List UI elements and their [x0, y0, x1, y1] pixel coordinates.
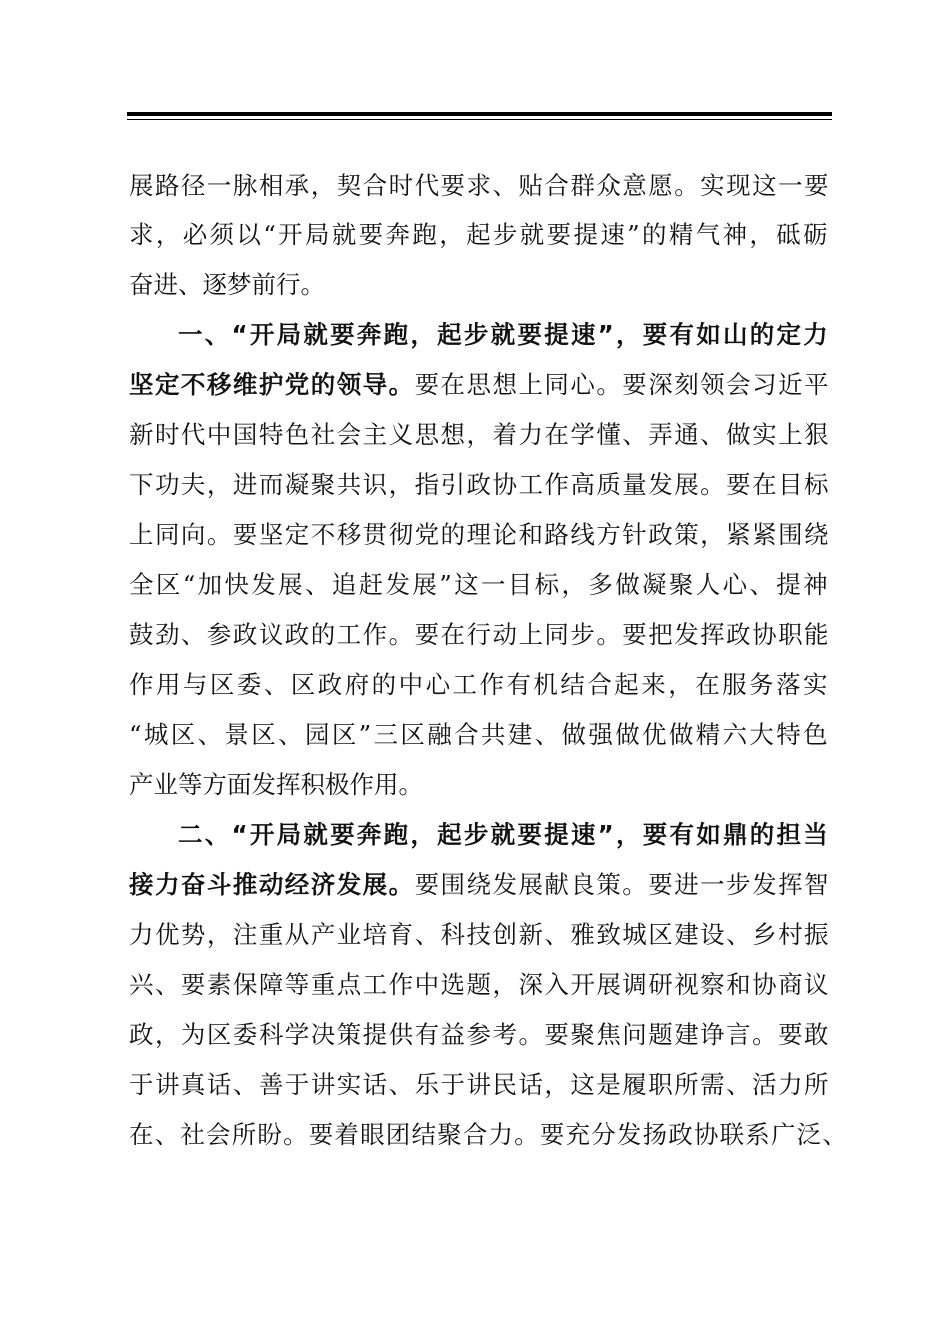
body-line-text: 要在思想上同心。要深刻领会习近平: [414, 370, 830, 399]
text-line: [129, 615, 830, 655]
header-rule-thin: [127, 119, 832, 120]
text-line: [129, 265, 950, 305]
text-line: [129, 915, 830, 955]
body-line-text: 兴、要素保障等重点工作中选题，深入开展调研视察和协商议: [129, 970, 830, 999]
body-line-text: 新时代中国特色社会主义思想，着力在学懂、弄通、做实上狠: [129, 420, 830, 449]
header-rule-thick: [127, 112, 832, 116]
text-line: [129, 166, 830, 206]
bold-heading-text: 一、“开局就要奔跑，起步就要提速”，要有如山的定力: [178, 320, 830, 349]
text-line: [129, 865, 830, 905]
text-line: [129, 415, 830, 455]
body-line-text: 在、社会所盼。要着眼团结聚合力。要充分发扬政协联系广泛、: [129, 1120, 848, 1149]
body-line-text: 求，必须以“开局就要奔跑，起步就要提速”的精气神，砥砺: [129, 220, 830, 249]
text-line: [129, 215, 830, 255]
body-line-text: 奋进、逐梦前行。: [129, 270, 325, 299]
text-line: [129, 665, 830, 705]
text-line: [129, 715, 830, 755]
text-line: [129, 1015, 830, 1055]
text-line: [129, 765, 950, 805]
text-line: [129, 515, 830, 555]
body-line-text: “城区、景区、园区”三区融合共建、做强做优做精六大特色: [129, 720, 830, 749]
text-line: [129, 1065, 830, 1105]
bold-heading-text: 接力奋斗推动经济发展。: [129, 870, 415, 899]
text-line: [129, 1115, 848, 1155]
body-line-text: 下功夫，进而凝聚共识，指引政协工作高质量发展。要在目标: [129, 470, 830, 499]
text-line: [129, 465, 830, 505]
bold-heading-text: 二、“开局就要奔跑，起步就要提速”，要有如鼎的担当: [178, 820, 830, 849]
body-line-text: 产业等方面发挥积极作用。: [129, 770, 423, 799]
body-line-text: 要围绕发展献良策。要进一步发挥智: [414, 870, 830, 899]
text-line: [129, 365, 830, 405]
body-line-text: 作用与区委、区政府的中心工作有机结合起来，在服务落实: [129, 670, 830, 699]
bold-heading-text: 坚定不移维护党的领导。: [129, 370, 415, 399]
text-line: [178, 315, 830, 355]
text-line: [178, 815, 830, 855]
body-line-text: 力优势，注重从产业培育、科技创新、雅致城区建设、乡村振: [129, 920, 830, 949]
body-line-text: 展路径一脉相承，契合时代要求、贴合群众意愿。实现这一要: [129, 171, 830, 200]
body-line-text: 上同向。要坚定不移贯彻党的理论和路线方针政策，紧紧围绕: [129, 520, 830, 549]
body-line-text: 全区“加快发展、追赶发展”这一目标，多做凝聚人心、提神: [129, 570, 830, 599]
text-line: [129, 965, 830, 1005]
body-line-text: 鼓劲、参政议政的工作。要在行动上同步。要把发挥政协职能: [129, 620, 830, 649]
body-line-text: 于讲真话、善于讲实话、乐于讲民话，这是履职所需、活力所: [129, 1070, 830, 1099]
text-line: [129, 565, 830, 605]
body-line-text: 政，为区委科学决策提供有益参考。要聚焦问题建诤言。要敢: [129, 1020, 830, 1049]
